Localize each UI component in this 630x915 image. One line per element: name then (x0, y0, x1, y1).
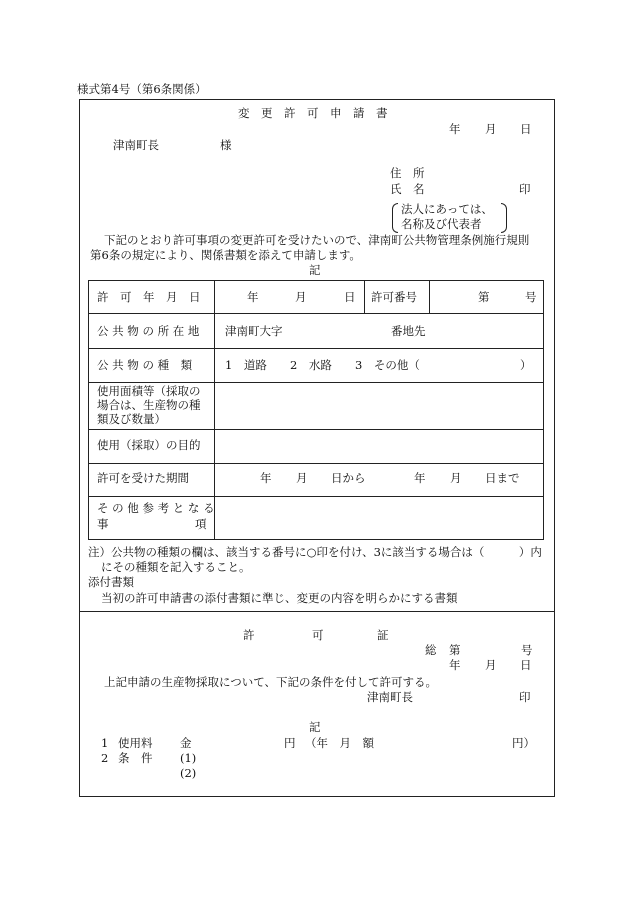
permit-date-label: 許 可 年 月 日 (97, 290, 201, 304)
fee-label: 使用料 (118, 736, 153, 750)
period-to: 日まで (485, 471, 520, 485)
form-number: 様式第4号（第6条関係） (77, 82, 207, 96)
table-row-divider (89, 496, 543, 497)
name-label: 氏 名 (390, 182, 425, 196)
permit-date-year: 年 (449, 658, 461, 672)
permit-date-day: 日 (344, 290, 356, 304)
period-from: 日から (331, 471, 366, 485)
area-label-line1: 使用面積等（採取の (97, 384, 201, 398)
other-label-line2b: 項 (195, 517, 207, 531)
addressee: 津南町長 (113, 138, 159, 152)
permit-sou: 総 (425, 643, 437, 657)
application-body-line1: 下記のとおり許可事項の変更許可を受けたいので、津南町公共物管理条例施行規則 (104, 233, 530, 247)
period-month-end: 月 (450, 471, 462, 485)
permit-number-dai: 第 (478, 290, 490, 304)
corp-note-line2: 名称及び代表者 (401, 217, 482, 231)
permit-number-go: 号 (525, 290, 537, 304)
permit-title-char2: 可 (312, 628, 324, 642)
attachments-body: 当初の許可申請書の添付書類に準じ、変更の内容を明らかにする書類 (101, 591, 458, 605)
corp-note-line1: 法人にあっては、 (401, 202, 493, 216)
permit-date-year: 年 (247, 290, 259, 304)
location-label: 公 共 物 の 所 在 地 (97, 324, 200, 338)
fee-kin: 金 (180, 736, 192, 750)
note-line1: 注）公共物の種類の欄は、該当する番号に○印を付け、3に該当する場合は（ ）内 (88, 545, 542, 559)
permit-title-char3: 証 (377, 628, 389, 642)
honorific: 様 (220, 138, 232, 152)
permit-issuer: 津南町長 (367, 690, 413, 704)
application-date-day: 日 (520, 122, 532, 136)
applicant-seal: 印 (519, 182, 531, 196)
type-option-road: 1 道路 (225, 358, 267, 372)
type-option-close: ） (520, 358, 532, 372)
purpose-label: 使用（採取）の目的 (97, 438, 201, 452)
permit-dai: 第 (449, 643, 461, 657)
table-row-divider (89, 348, 543, 349)
area-label-line3: 類及び数量） (97, 412, 166, 426)
application-date-year: 年 (449, 122, 461, 136)
permit-body: 上記申請の生産物採取について、下記の条件を付して許可する。 (104, 675, 438, 689)
table-row-divider (89, 382, 543, 383)
conditions-number: 2 (101, 751, 109, 765)
permit-date-day: 日 (520, 658, 532, 672)
address-label: 住 所 (390, 166, 425, 180)
permit-number-label: 許可番号 (371, 290, 417, 304)
area-label-line2: 場合は、生産物の種 (97, 398, 201, 412)
table-row-divider (89, 429, 543, 430)
permit-number-divider (364, 281, 365, 313)
location-value: 津南町大字 (225, 324, 283, 338)
corp-note-bracket-right (501, 203, 507, 233)
conditions-label: 条 件 (118, 751, 153, 765)
fee-annual-close: 円） (512, 736, 535, 750)
fee-yen: 円 (284, 736, 296, 750)
application-title: 変 更 許 可 申 請 書 (238, 106, 388, 120)
permit-go: 号 (521, 643, 533, 657)
other-label-line1: そ の 他 参 考 と な る (97, 501, 215, 515)
fee-number: 1 (101, 736, 109, 750)
application-ki: 記 (309, 263, 321, 277)
type-label: 公 共 物 の 種 類 (97, 358, 193, 372)
permit-number-divider (429, 281, 430, 313)
other-label-line2a: 事 (97, 517, 109, 531)
table-row-divider (89, 463, 543, 464)
fee-annual-open: （年 月 額 (305, 736, 374, 750)
conditions-item-1: (1) (180, 751, 197, 765)
table-row-divider (89, 313, 543, 314)
application-body-line2: 第6条の規定により、関係書類を添えて申請します。 (90, 248, 361, 262)
period-month-start: 月 (296, 471, 308, 485)
conditions-item-2: (2) (180, 766, 197, 780)
period-label: 許可を受けた期間 (97, 471, 189, 485)
type-option-waterway: 2 水路 (290, 358, 332, 372)
permit-ki: 記 (309, 720, 321, 734)
note-line2: にその種類を記入すること。 (101, 560, 251, 574)
permit-date-month: 月 (295, 290, 307, 304)
section-divider (79, 611, 555, 612)
permit-date-month: 月 (485, 658, 497, 672)
type-option-other: 3 その他（ (355, 358, 420, 372)
application-date-month: 月 (485, 122, 497, 136)
location-suffix: 番地先 (391, 324, 426, 338)
corp-note-bracket-left (392, 203, 398, 233)
period-year-start: 年 (260, 471, 272, 485)
period-year-end: 年 (414, 471, 426, 485)
attachments-heading: 添付書類 (88, 575, 134, 589)
permit-title-char1: 許 (243, 628, 255, 642)
permit-seal: 印 (519, 690, 531, 704)
